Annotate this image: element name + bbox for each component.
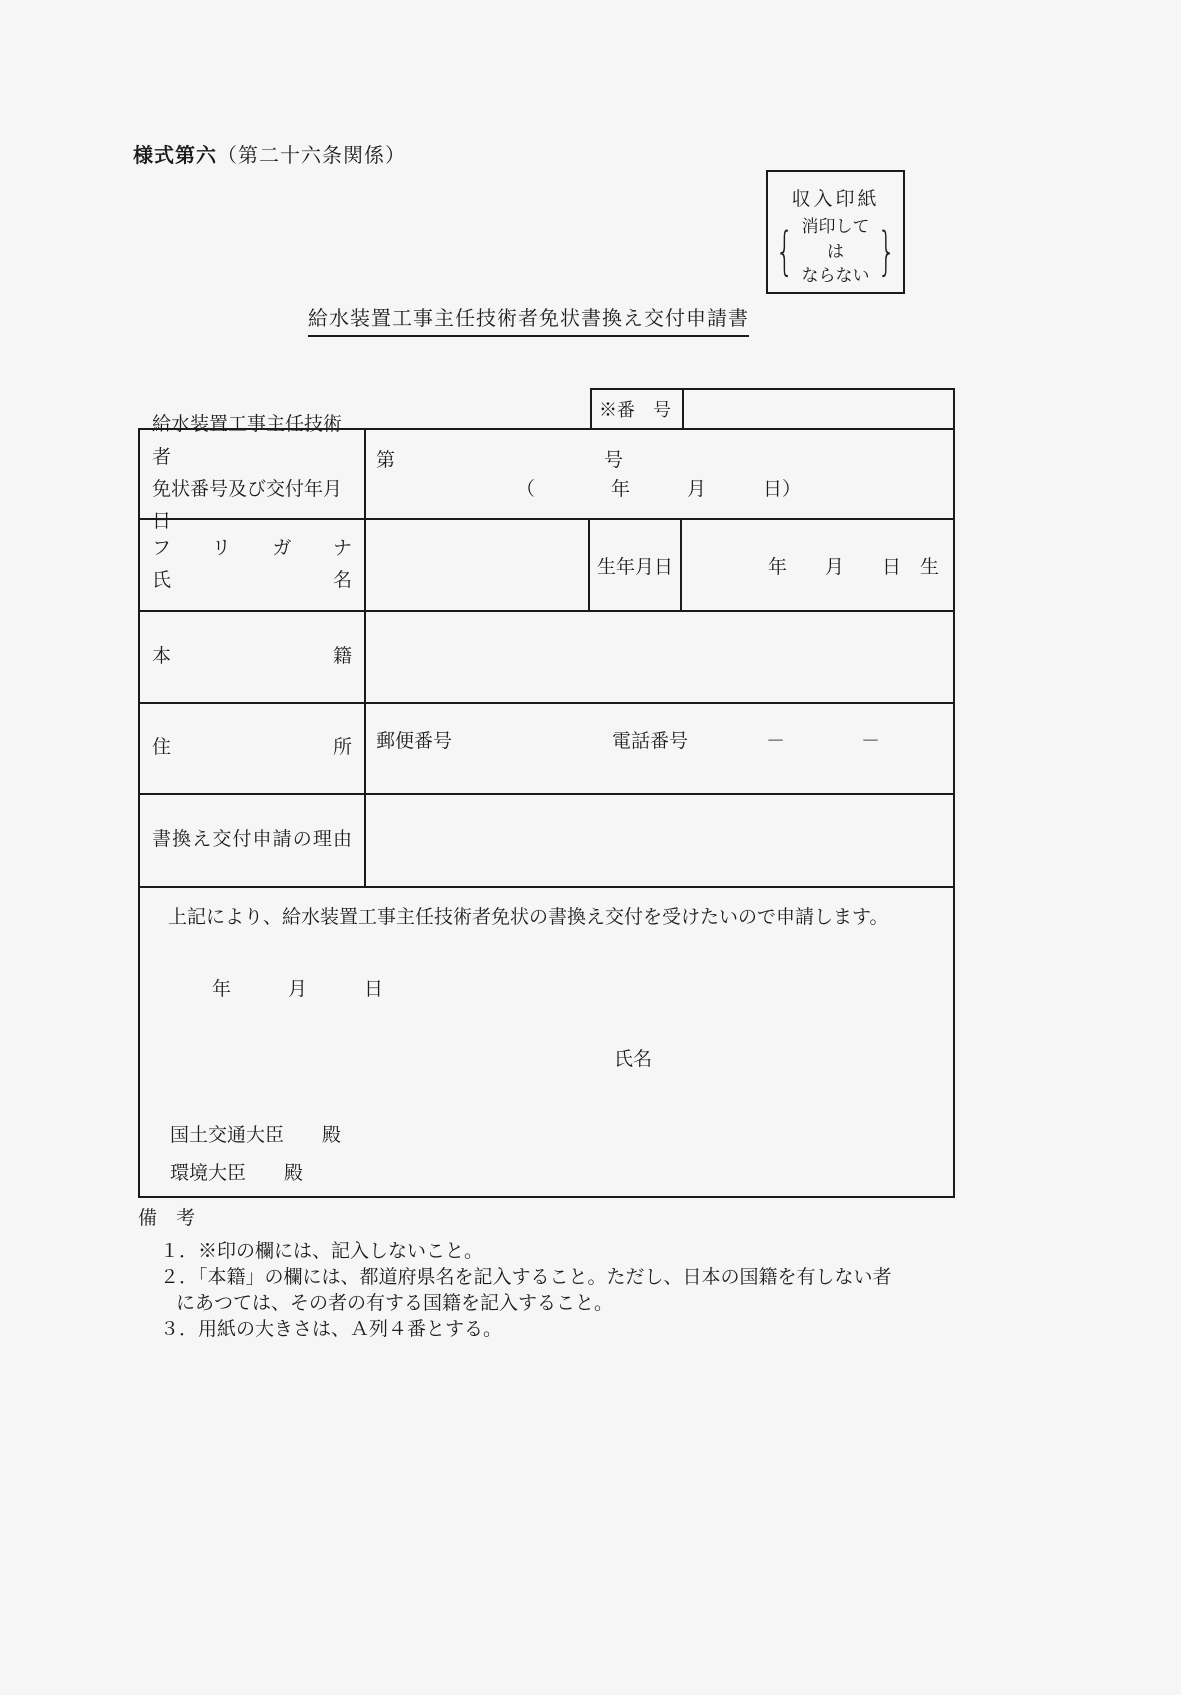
- right-brace-glyph: }: [877, 221, 896, 282]
- reason-label: 書換え交付申請の理由: [152, 829, 352, 851]
- name-label-cell: [140, 520, 366, 612]
- left-brace-glyph: {: [775, 221, 794, 282]
- stamp-note-line1: 消印しては: [801, 217, 870, 261]
- revenue-stamp-label: 収入印紙: [791, 189, 880, 210]
- form-code-article: （第二十六条関係）: [217, 145, 406, 167]
- license-label-line2: 免状番号及び交付年月日: [152, 479, 343, 533]
- remark-item-3: ３．用紙の大きさは、Ａ列４番とする。: [160, 1319, 503, 1340]
- dob-label-cell: [590, 520, 682, 612]
- jusho-value-cell: [366, 704, 953, 795]
- reason-value-cell: [366, 795, 953, 888]
- name-label: 氏名: [152, 570, 352, 591]
- declaration-name-label: 氏名: [614, 1049, 653, 1070]
- phone-number-label: 電話番号: [612, 731, 689, 752]
- number-value-field: [684, 390, 953, 428]
- declaration-section: [140, 888, 953, 1196]
- honseki-label-cell: [140, 612, 366, 704]
- form-code-number: 様式第六: [133, 145, 217, 167]
- dob-value: 年 月 日 生: [767, 556, 939, 578]
- application-table: [138, 414, 955, 1198]
- form-code: [133, 139, 406, 168]
- remark-item-1: １．※印の欄には、記入しないこと。: [160, 1241, 484, 1262]
- stamp-note-line2: ならない: [801, 266, 870, 286]
- number-box: [590, 388, 955, 428]
- page-title: 給水装置工事主任技術者免状書換え交付申請書: [308, 302, 749, 337]
- license-value-line1: 第 号: [376, 450, 624, 471]
- license-number-value-cell: [366, 430, 953, 520]
- phone-number-dashes: － －: [766, 731, 881, 752]
- license-value-line2: （ 年 月 日）: [516, 479, 802, 501]
- remark-item-2-continued: にあつては、その者の有する国籍を記入すること。: [176, 1293, 614, 1314]
- declaration-date-line: 年 月 日: [212, 979, 384, 1000]
- remark-item-2: ２．「本籍」の欄には、都道府県名を記入すること。ただし、日本の国籍を有しない者: [160, 1267, 892, 1288]
- jusho-label-cell: [140, 704, 366, 795]
- number-label: ※番 号: [592, 390, 684, 428]
- declaration-statement: 上記により、給水装置工事主任技術者免状の書換え交付を受けたいので申請します。: [168, 907, 889, 928]
- dob-value-cell: [682, 520, 953, 612]
- dob-label: 生年月日: [596, 556, 673, 578]
- license-number-label-cell: [140, 414, 366, 533]
- addressee-minister-of-land: 国土交通大臣 殿: [170, 1125, 342, 1146]
- name-entry-cell: [366, 520, 590, 612]
- postal-code-label: 郵便番号: [376, 731, 453, 752]
- honseki-value-cell: [366, 612, 953, 704]
- honseki-label: 本籍: [152, 645, 352, 667]
- jusho-label: 住所: [152, 737, 352, 759]
- reason-label-cell: [140, 795, 366, 888]
- addressee-minister-of-environment: 環境大臣 殿: [170, 1163, 304, 1184]
- stamp-note: [768, 215, 903, 289]
- stamp-note-text: [801, 215, 870, 289]
- remarks-heading: 備 考: [138, 1208, 196, 1229]
- furigana-label: フリガナ: [152, 537, 352, 559]
- license-label-line1: 給水装置工事主任技術者: [152, 414, 343, 468]
- revenue-stamp-box: [766, 170, 905, 294]
